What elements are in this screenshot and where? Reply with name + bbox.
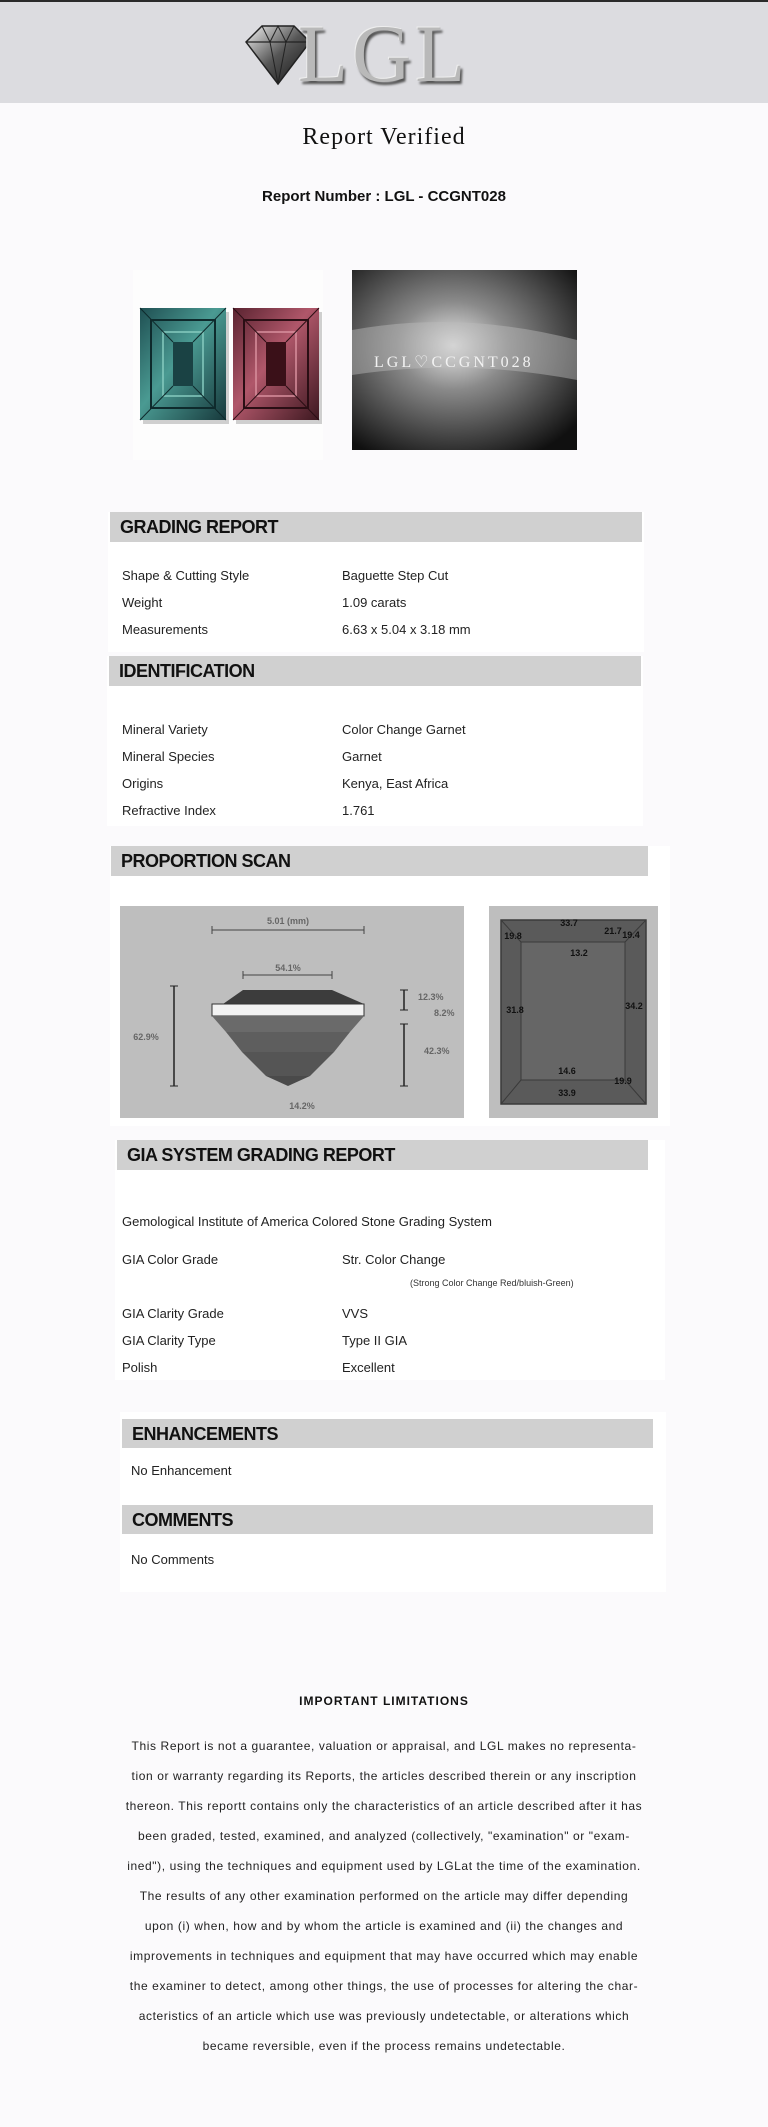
identification-row-value: 1.761	[342, 803, 375, 818]
identification-row-value: Color Change Garnet	[342, 722, 466, 737]
identification-row-label: Origins	[122, 776, 164, 791]
limitations-line: acteristics of an article which use was previously undetectable, or alterations which	[138, 2009, 630, 2023]
limitations-line: became reversible, even if the process remains undetectable.	[202, 2039, 566, 2053]
identification-row-value: Kenya, East Africa	[342, 776, 449, 791]
top-value: 33.9	[558, 1088, 576, 1098]
limitations-line: upon (i) when, how and by whom the article is examined and (ii) the changes and	[144, 1919, 624, 1933]
identification-row-label: Refractive Index	[122, 803, 216, 818]
grading-row-value: Baguette Step Cut	[342, 568, 449, 583]
limitations-line: The results of any other examination performed on the article may differ depending	[139, 1889, 629, 1903]
top-value: 19.4	[622, 930, 640, 940]
gia-subtitle: Gemological Institute of America Colored Stone Grading System	[122, 1214, 492, 1229]
profile-crown-label: 12.3%	[418, 992, 444, 1002]
limitations-line: improvements in techniques and equipment that may have occurred which may enable	[129, 1949, 639, 1963]
stone-photo	[133, 270, 323, 460]
identification-section	[107, 656, 643, 826]
gia-row-label: Polish	[122, 1360, 158, 1375]
limitations-line: ined"), using the techniques and equipment used by LGLat the time of the examination.	[127, 1859, 641, 1873]
page-title: Report Verified	[302, 124, 466, 150]
limitations-heading: IMPORTANT LIMITATIONS	[299, 1694, 469, 1708]
grading-row-label: Shape & Cutting Style	[122, 568, 250, 583]
profile-table-label: 54.1%	[275, 963, 301, 973]
proportion-scan-heading: PROPORTION SCAN	[111, 846, 648, 876]
profile-culet-label: 14.2%	[289, 1101, 315, 1111]
top-value: 34.2	[625, 1001, 643, 1011]
laser-inscription-photo	[352, 270, 577, 450]
top-value: 13.2	[570, 948, 588, 958]
profile-diagram	[120, 906, 464, 1118]
inscription-text: LGL♡CCGNT028	[374, 354, 534, 371]
top-value: 14.6	[558, 1066, 576, 1076]
limitations-line: This Report is not a guarantee, valuation or appraisal, and LGL makes no representa-	[131, 1739, 637, 1753]
limitations-line: tion or warranty regarding its Reports, the articles described therein or any inscription	[131, 1769, 637, 1783]
header	[0, 2, 768, 103]
grading-row-value: 6.63 x 5.04 x 3.18 mm	[342, 622, 471, 637]
comments-text: No Comments	[131, 1552, 215, 1567]
profile-width-label: 5.01 (mm)	[266, 916, 310, 926]
gia-row-value: Excellent	[342, 1360, 395, 1375]
limitations-line: been graded, tested, examined, and analyzed (collectively, "examination" or "exam-	[138, 1829, 630, 1843]
profile-depth-label: 62.9%	[133, 1032, 159, 1042]
grading-report-heading: GRADING REPORT	[110, 512, 642, 542]
identification-row-label: Mineral Species	[122, 749, 215, 764]
profile-pavilion-label: 42.3%	[424, 1046, 450, 1056]
gia-row-label: GIA Clarity Grade	[122, 1306, 224, 1321]
report-number: Report Number : LGL - CCGNT028	[262, 188, 506, 205]
lgl-logo[interactable]	[236, 8, 488, 99]
gia-row-value: Str. Color Change	[342, 1252, 446, 1267]
gia-report-section	[115, 1140, 665, 1380]
gia-row-value: Type II GIA	[342, 1333, 408, 1348]
identification-heading: IDENTIFICATION	[109, 656, 641, 686]
enhancements-heading: ENHANCEMENTS	[122, 1419, 653, 1448]
limitations-line: the examiner to detect, among other things, the use of processes for altering the char-	[129, 1979, 639, 1993]
top-value: 33.7	[560, 918, 578, 928]
identification-row-label: Mineral Variety	[122, 722, 208, 737]
enhancements-text: No Enhancement	[131, 1463, 232, 1478]
gia-report-heading: GIA SYSTEM GRADING REPORT	[117, 1140, 648, 1170]
top-value: 31.8	[506, 1005, 524, 1015]
top-view-diagram	[489, 906, 658, 1118]
top-value: 21.7	[604, 926, 622, 936]
enhancements-comments-section	[120, 1412, 666, 1592]
profile-girdle-label: 8.2%	[434, 1008, 455, 1018]
grading-report-section	[108, 512, 644, 652]
logo-text: LGL	[298, 8, 470, 99]
gia-color-note: (Strong Color Change Red/bluish-Green)	[410, 1278, 574, 1288]
grading-row-value: 1.09 carats	[342, 595, 407, 610]
comments-heading: COMMENTS	[122, 1505, 653, 1534]
grading-row-label: Measurements	[122, 622, 208, 637]
gia-row-label: GIA Color Grade	[122, 1252, 219, 1267]
top-value: 19.8	[504, 931, 522, 941]
gia-row-label: GIA Clarity Type	[122, 1333, 216, 1348]
limitations-line: thereon. This reportt contains only the characteristics of an article described after it has	[125, 1799, 643, 1813]
grading-row-label: Weight	[122, 595, 163, 610]
identification-row-value: Garnet	[342, 749, 382, 764]
top-value: 19.9	[614, 1076, 632, 1086]
gia-row-value: VVS	[342, 1306, 369, 1321]
